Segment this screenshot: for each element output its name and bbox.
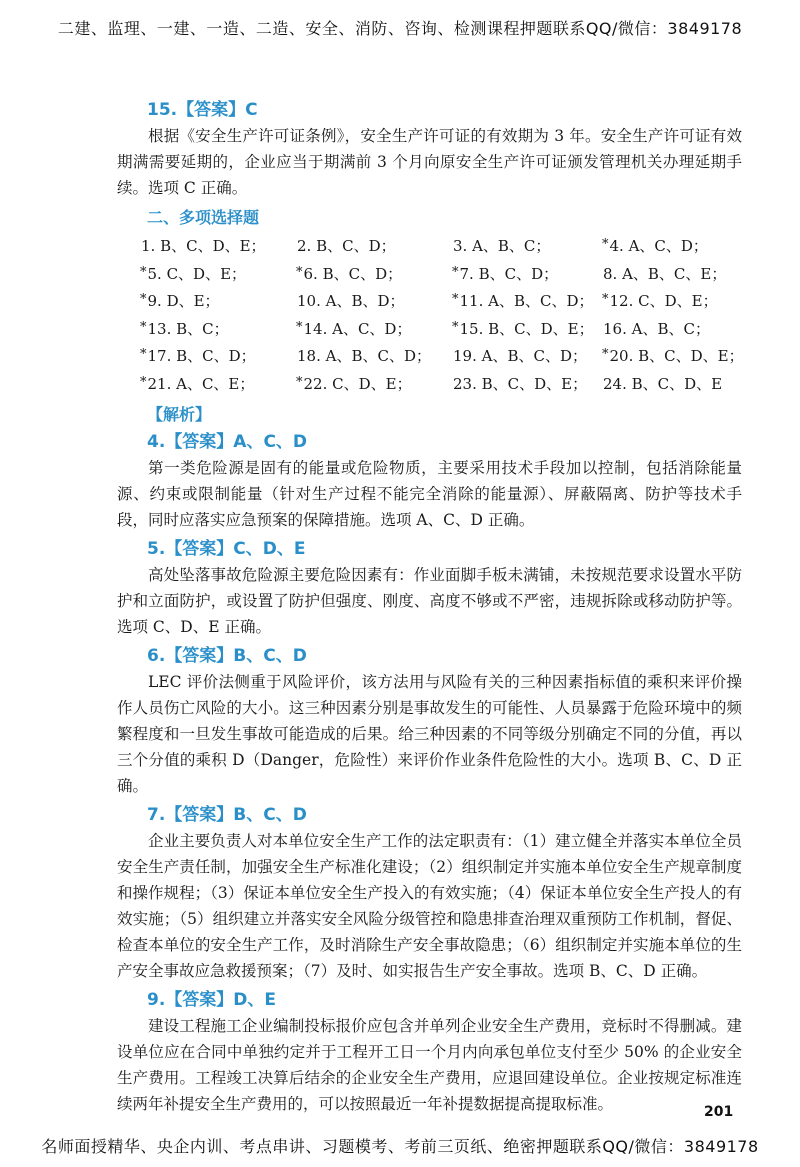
answer-cell-text: 6. B、C、D； [303,264,403,283]
analysis-paragraph: 企业主要负责人对本单位安全生产工作的法定职责有：（1）建立健全并落实本单位全员安全生产责任制，加强安全生产标准化建设；（2）组织制定并实施本单位安全生产规章制度和操作规程；（3）保证本单位安全生产投入的有效实施；（4）保证本单位安全生产投人的有效实施；（5）组织建立并落实安全风险分级管控和隐患排查治理双重预防工作机制，督促、检查本单位的安全生产工作，及时消除生产安全事故隐患；（6）组织制定并实施本单位的生产安全事故应急救援预案；（7）及时、如实报告生产安全事故。选项 B、C、D 正确。 [117,832,742,980]
answer-cell [140,287,296,315]
key-point-star-mark: * [296,319,303,335]
top-promo-banner: 二建、监理、一建、一造、二造、安全、消防、咨询、检测课程押题联系QQ/微信：3849178 [57,19,743,38]
key-point-star-mark: * [602,237,609,252]
answer-cell [602,342,765,370]
answer-cell [140,315,296,343]
answer-cell [602,287,765,315]
analysis-paragraph: 高处坠落事故危险源主要危险因素有：作业面脚手板未满铺，未按规范要求设置水平防护和立面防护，或设置了防护但强度、刚度、高度不够或不严密，违规拆除或移动防护等。选项 C、D、E 正确。 [117,566,742,636]
answer-cell [296,370,452,398]
answer-cell-text: 2. B、C、D； [297,237,396,255]
section-title-multiple-choice: 二、多项选择题 [147,208,260,227]
answer-cell-text: 11. A、B、C、D； [459,292,594,310]
section-title-analysis: 【解析】 [147,405,212,424]
answer-cell-text: 15. B、C、D、E； [459,319,594,338]
answer-cell [296,315,452,343]
answer-cell-text: 18. A、B、C、D； [297,347,431,365]
key-point-star-mark: * [140,374,147,390]
key-point-star-mark: * [296,374,303,390]
key-point-star-mark: * [296,264,303,280]
analysis-answer-heading: 9.【答案】D、E [147,990,277,1010]
analysis-paragraph: 第一类危险源是固有的能量或危险物质，主要采用技术手段加以控制，包括消除能量源、约束或限制能量（针对生产过程不能完全消除的能量源）、屏蔽隔离、防护等技术手段，同时应落实应急预案的保障措施。选项 A、C、D 正确。 [117,459,742,529]
answer-cell-text: 22. C、D、E； [303,374,412,393]
answer-cell-text: 10. A、B、D； [297,292,405,310]
answer-cell [296,287,452,315]
answer-cell [140,232,296,260]
answer-cell-text: 23. B、C、D、E； [453,374,588,393]
answer-cell-text: 13. B、C； [147,319,229,338]
analysis-answer-heading: 4.【答案】A、C、D [147,432,308,452]
key-point-star-mark: * [452,319,459,335]
page-number: 201 [704,1104,734,1120]
analysis-paragraph: LEC 评价法侧重于风险评价，该方法用与风险有关的三种因素指标值的乘积来评价操作人员伤亡风险的大小。这三种因素分别是事故发生的可能性、人员暴露于危险环境中的频繁程度和一旦发生事故可能造成的后果。给三种因素的不同等级分别确定不同的分值，再以三个分值的乘积 D（Danger，危险性）来评价作业条件危险性的大小。选项 B、C、D 正确。 [117,673,742,795]
answer-cell [452,370,602,398]
answer-cell-text: 1. B、C、D、E； [141,237,266,255]
key-point-star-mark: * [140,319,147,335]
answer-cell [140,342,296,370]
answer-cell [602,232,765,260]
answer-cell-text: 8. A、B、C、E； [603,264,727,283]
answer-cell-text: 3. A、B、C； [453,237,551,255]
page-content [117,97,742,1120]
analysis-answer-heading: 7.【答案】B、C、D [147,805,307,825]
answer-cell-text: 20. B、C、D、E； [609,347,744,365]
answer-cell [452,287,602,315]
key-point-star-mark: * [140,292,147,307]
answer-paragraph-q15: 根据《安全生产许可证条例》，安全生产许可证的有效期为 3 年。安全生产许可证有效期满需要延期的，企业应当于期满前 3 个月向原安全生产许可证颁发管理机关办理延期手续。选项 C 正确。 [117,127,742,197]
answer-cell [452,342,602,370]
answer-cell [602,370,765,398]
key-point-star-mark: * [602,292,609,307]
answer-cell [452,260,602,288]
answer-cell [296,232,452,260]
answer-cell [296,260,452,288]
multiple-choice-answer-grid [140,232,742,397]
answer-cell-text: 17. B、C、D； [147,347,256,365]
answer-cell [452,315,602,343]
analysis-list [117,429,742,1117]
analysis-answer-heading: 6.【答案】B、C、D [147,646,307,666]
answer-cell-text: 14. A、C、D； [303,319,412,338]
key-point-star-mark: * [140,347,147,362]
answer-cell [140,370,296,398]
key-point-star-mark: * [452,292,459,307]
answer-cell-text: 5. C、D、E； [147,264,247,283]
bottom-promo-banner: 名师面授精华、央企内训、考点串讲、习题模考、考前三页纸、绝密押题联系QQ/微信：3849178 [41,1137,759,1156]
answer-cell [602,260,765,288]
answer-cell-text: 19. A、B、C、D； [453,347,587,365]
answer-cell-text: 4. A、C、D； [609,237,708,255]
answer-cell-text: 16. A、B、C； [603,319,710,338]
key-point-star-mark: * [140,264,147,280]
answer-cell-text: 9. D、E； [147,292,220,310]
answer-cell [140,260,296,288]
answer-heading-q15: 15.【答案】C [147,100,258,120]
analysis-answer-heading: 5.【答案】C、D、E [147,539,306,559]
analysis-paragraph: 建设工程施工企业编制投标报价应包含并单列企业安全生产费用，竞标时不得删减。建设单位应在合同中单独约定并于工程开工日一个月内向承包单位支付至少 50% 的企业安全生产费用。工程竣工决算后结余的企业安全生产费用，应退回建设单位。企业按规定标准连续两年补提安全生产费用的，可以按照最近一年补提数据提高提取标准。 [117,1017,742,1113]
answer-cell-text: 7. B、C、D； [459,264,559,283]
answer-cell [296,342,452,370]
answer-cell-text: 21. A、C、E； [147,374,255,393]
key-point-star-mark: * [602,347,609,362]
answer-cell-text: 12. C、D、E； [609,292,718,310]
answer-cell-text: 24. B、C、D、E [603,374,723,393]
answer-cell [452,232,602,260]
answer-cell [602,315,765,343]
key-point-star-mark: * [452,264,459,280]
